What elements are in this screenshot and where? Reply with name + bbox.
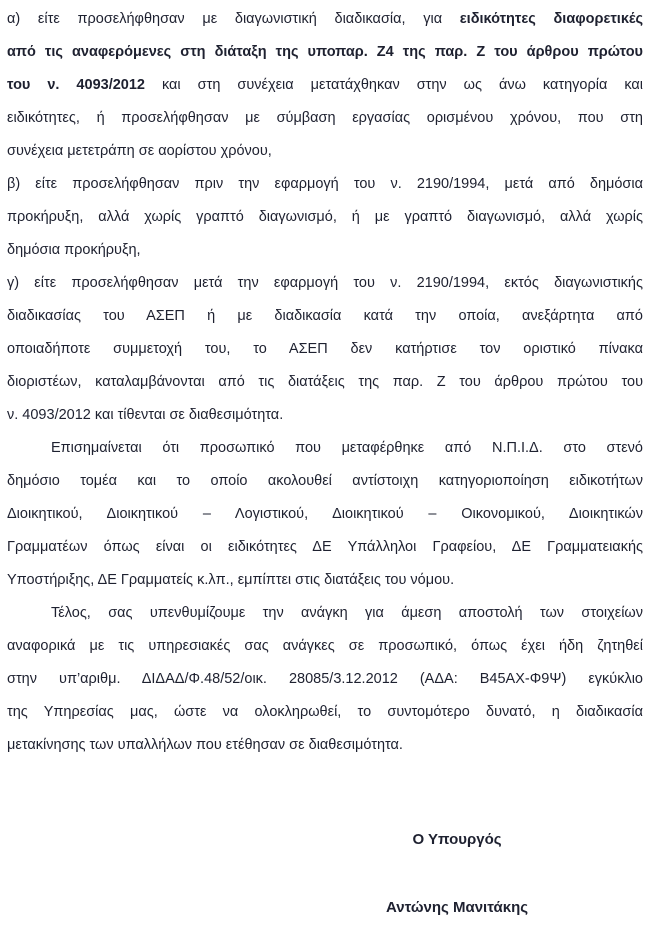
text-segment: Διοικητικού, Διοικητικού – Λογιστικού, Διοικητικού – Οικονομικού, Διοικητικών (7, 506, 643, 522)
text-line (7, 267, 643, 300)
text-segment: Γραμματέων όπως είναι οι ειδικότητες ΔΕ Υπάλληλοι Γραφείου, ΔΕ Γραμματειακής (7, 539, 643, 555)
text-segment: της Υπηρεσίας μας, ώστε να ολοκληρωθεί, το συντομότερο δυνατό, η διαδικασία (7, 704, 643, 720)
text-segment: και στη συνέχεια μετατάχθηκαν στην ως άνω κατηγορία και (144, 77, 643, 93)
text-line (7, 102, 643, 135)
text-line (7, 531, 643, 564)
text-line (7, 498, 643, 531)
text-line (7, 366, 643, 399)
text-segment: δημόσιο τομέα και το οποίο ακολουθεί αντίστοιχη κατηγοριοποίηση ειδικοτήτων (7, 473, 643, 489)
text-line (7, 135, 643, 168)
text-segment: α) είτε προσελήφθησαν με διαγωνιστική διαδικασία, για (7, 11, 460, 27)
paragraph-case-a (7, 3, 643, 168)
text-line (7, 3, 643, 36)
text-line (7, 465, 643, 498)
text-segment-bold: ειδικότητες διαφορετικές (459, 11, 643, 27)
first-line-indent (7, 451, 51, 452)
text-segment-bold: από τις αναφερόμενες στη διάταξη της υποπαρ. Ζ4 της παρ. Ζ του άρθρου πρώτου (7, 44, 643, 60)
text-segment: Υποστήριξης, ΔΕ Γραμματείς κ.λπ., εμπίπτει στις διατάξεις του νόμου. (7, 572, 455, 588)
text-line (7, 729, 643, 762)
signature-title: Ο Υπουργός (412, 831, 502, 848)
text-line (7, 168, 643, 201)
text-segment: β) είτε προσελήφθησαν πριν την εφαρμογή του ν. 2190/1994, μετά από δημόσια (7, 176, 643, 192)
text-line (7, 399, 643, 432)
text-segment: αναφορικά με τις υπηρεσιακές σας ανάγκες σε προσωπικό, όπως έχει ήδη ζητηθεί (7, 638, 643, 654)
text-line (7, 36, 643, 69)
text-line (7, 201, 643, 234)
text-segment-bold: του ν. 4093/2012 (7, 77, 145, 93)
text-segment: γ) είτε προσελήφθησαν μετά την εφαρμογή του ν. 2190/1994, εκτός διαγωνιστικής (7, 275, 643, 291)
text-line (7, 597, 643, 630)
text-line (7, 696, 643, 729)
paragraph-closing (7, 597, 643, 762)
signature-block (297, 830, 617, 918)
text-segment: Τέλος, σας υπενθυμίζουμε την ανάγκη για άμεση αποστολή των στοιχείων (51, 605, 643, 621)
paragraph-case-c (7, 267, 643, 432)
signature-name: Αντώνης Μανιτάκης (385, 899, 529, 916)
text-line (7, 630, 643, 663)
text-segment: στην υπ’αριθμ. ΔΙΔΑΔ/Φ.48/52/οικ. 28085/3.12.2012 (ΑΔΑ: Β45ΑΧ-Φ9Ψ) εγκύκλιο (7, 671, 643, 687)
text-segment: μετακίνησης των υπαλλήλων που ετέθησαν σε διαθεσιμότητα. (7, 737, 403, 753)
text-line (7, 234, 643, 267)
text-segment: διαδικασίας του ΑΣΕΠ ή με διαδικασία κατά την οποία, ανεξάρτητα από (7, 308, 643, 324)
text-segment: διοριστέων, καταλαμβάνονται από τις διατάξεις της παρ. Ζ του άρθρου πρώτου του (7, 374, 643, 390)
text-line (7, 432, 643, 465)
text-segment: οποιαδήποτε συμμετοχή του, το ΑΣΕΠ δεν κατήρτισε τον οριστικό πίνακα (7, 341, 643, 357)
paragraph-note (7, 432, 643, 597)
text-segment: ειδικότητες, ή προσελήφθησαν με σύμβαση εργασίας ορισμένου χρόνου, που στη (7, 110, 643, 126)
text-line (7, 333, 643, 366)
first-line-indent (7, 616, 51, 617)
text-segment: Επισημαίνεται ότι προσωπικό που μεταφέρθηκε από Ν.Π.Ι.Δ. στο στενό (51, 440, 643, 456)
text-line (7, 69, 643, 102)
text-line (7, 300, 643, 333)
text-segment: δημόσια προκήρυξη, (7, 242, 141, 258)
text-segment: προκήρυξη, αλλά χωρίς γραπτό διαγωνισμό, ή με γραπτό διαγωνισμό, αλλά χωρίς (7, 209, 643, 225)
text-segment: ν. 4093/2012 και τίθενται σε διαθεσιμότητα. (7, 407, 284, 423)
paragraph-case-b (7, 168, 643, 267)
text-line (7, 564, 643, 597)
text-segment: συνέχεια μετετράπη σε αορίστου χρόνου, (7, 143, 272, 159)
text-line (7, 663, 643, 696)
